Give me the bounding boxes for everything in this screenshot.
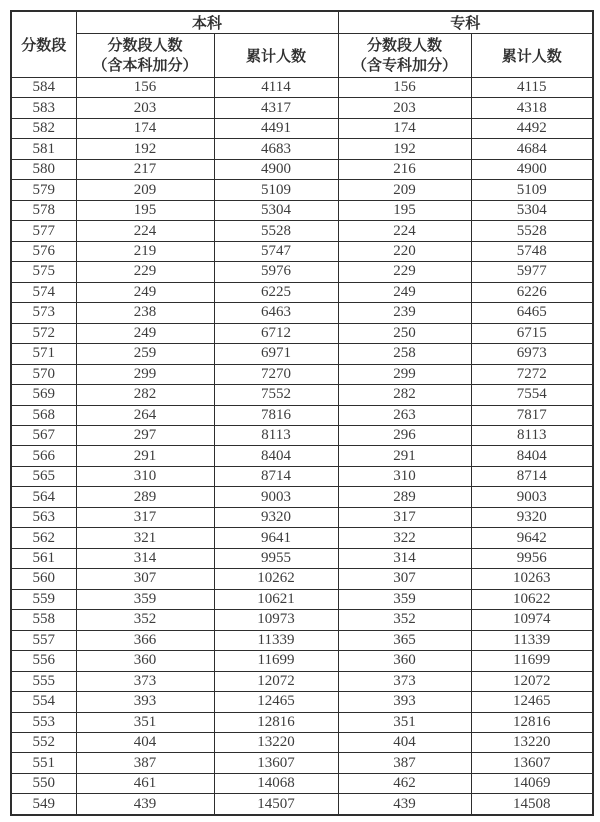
table-row xyxy=(11,671,593,691)
specialist-cumulative-cell: 9642 xyxy=(471,528,593,548)
undergrad-cumulative-cell: 13607 xyxy=(214,753,338,773)
specialist-cumulative-cell: 6715 xyxy=(471,323,593,343)
undergrad-count-cell: 209 xyxy=(76,180,214,200)
undergraduate-count-header xyxy=(76,34,214,78)
undergrad-count-cell: 229 xyxy=(76,262,214,282)
undergrad-count-cell: 310 xyxy=(76,466,214,486)
specialist-cumulative-cell: 4684 xyxy=(471,139,593,159)
specialist-count-cell: 393 xyxy=(338,692,471,712)
specialist-cumulative-cell: 12816 xyxy=(471,712,593,732)
table-row xyxy=(11,507,593,527)
table-row xyxy=(11,712,593,732)
undergrad-cumulative-cell: 8714 xyxy=(214,466,338,486)
score-cell: 556 xyxy=(11,651,76,671)
specialist-cumulative-cell: 6973 xyxy=(471,344,593,364)
undergrad-cumulative-cell: 9955 xyxy=(214,548,338,568)
specialist-count-cell: 258 xyxy=(338,344,471,364)
table-row xyxy=(11,323,593,343)
table-row xyxy=(11,466,593,486)
specialist-count-cell: 359 xyxy=(338,589,471,609)
specialist-cumulative-cell: 10974 xyxy=(471,610,593,630)
undergrad-cumulative-cell: 13220 xyxy=(214,733,338,753)
specialist-count-cell: 203 xyxy=(338,98,471,118)
undergrad-cumulative-cell: 8404 xyxy=(214,446,338,466)
specialist-cumulative-header: 累计人数 xyxy=(471,34,593,78)
specialist-cumulative-cell: 10263 xyxy=(471,569,593,589)
score-column-header: 分数段 xyxy=(11,11,76,78)
score-cell: 554 xyxy=(11,692,76,712)
table-row xyxy=(11,78,593,98)
score-cell: 579 xyxy=(11,180,76,200)
table-row xyxy=(11,487,593,507)
undergrad-cumulative-cell: 12465 xyxy=(214,692,338,712)
score-cell: 551 xyxy=(11,753,76,773)
specialist-count-cell: 174 xyxy=(338,118,471,138)
undergrad-cumulative-cell: 14507 xyxy=(214,794,338,815)
undergrad-cumulative-cell: 12072 xyxy=(214,671,338,691)
score-cell: 566 xyxy=(11,446,76,466)
undergrad-cumulative-cell: 9641 xyxy=(214,528,338,548)
specialist-cumulative-cell: 7554 xyxy=(471,385,593,405)
specialist-cumulative-cell: 11339 xyxy=(471,630,593,650)
table-row xyxy=(11,344,593,364)
specialist-count-cell: 263 xyxy=(338,405,471,425)
undergrad-count-cell: 317 xyxy=(76,507,214,527)
undergrad-count-cell: 461 xyxy=(76,773,214,793)
specialist-count-cell: 317 xyxy=(338,507,471,527)
specialist-cumulative-cell: 9003 xyxy=(471,487,593,507)
score-cell: 580 xyxy=(11,159,76,179)
specialist-count-header-line1: 分数段人数 xyxy=(367,36,443,54)
undergrad-cumulative-cell: 5304 xyxy=(214,200,338,220)
specialist-count-cell: 216 xyxy=(338,159,471,179)
undergraduate-count-header-line2: （含本科加分） xyxy=(92,56,198,74)
undergrad-count-cell: 314 xyxy=(76,548,214,568)
score-cell: 573 xyxy=(11,303,76,323)
table-row xyxy=(11,262,593,282)
undergrad-count-cell: 307 xyxy=(76,569,214,589)
table-row xyxy=(11,200,593,220)
table-row xyxy=(11,528,593,548)
undergrad-count-cell: 439 xyxy=(76,794,214,815)
specialist-cumulative-cell: 4900 xyxy=(471,159,593,179)
specialist-cumulative-cell: 5748 xyxy=(471,241,593,261)
score-cell: 560 xyxy=(11,569,76,589)
specialist-count-cell: 314 xyxy=(338,548,471,568)
undergrad-cumulative-cell: 4683 xyxy=(214,139,338,159)
score-cell: 584 xyxy=(11,78,76,98)
table-row xyxy=(11,733,593,753)
specialist-cumulative-cell: 6465 xyxy=(471,303,593,323)
score-cell: 569 xyxy=(11,385,76,405)
table-row xyxy=(11,425,593,445)
specialist-count-cell: 291 xyxy=(338,446,471,466)
score-cell: 550 xyxy=(11,773,76,793)
specialist-cumulative-cell: 9320 xyxy=(471,507,593,527)
score-cell: 562 xyxy=(11,528,76,548)
specialist-count-cell: 404 xyxy=(338,733,471,753)
score-cell: 576 xyxy=(11,241,76,261)
specialist-count-cell: 373 xyxy=(338,671,471,691)
undergraduate-group-header: 本科 xyxy=(76,11,338,34)
undergrad-cumulative-cell: 4317 xyxy=(214,98,338,118)
specialist-cumulative-cell: 14069 xyxy=(471,773,593,793)
specialist-count-cell: 224 xyxy=(338,221,471,241)
specialist-count-cell: 307 xyxy=(338,569,471,589)
specialist-cumulative-cell: 12465 xyxy=(471,692,593,712)
table-header xyxy=(11,11,593,78)
score-cell: 571 xyxy=(11,344,76,364)
table-row xyxy=(11,139,593,159)
table-row xyxy=(11,548,593,568)
undergrad-count-cell: 264 xyxy=(76,405,214,425)
specialist-count-header-line2: （含专科加分） xyxy=(352,56,458,74)
undergrad-cumulative-cell: 7552 xyxy=(214,385,338,405)
undergrad-cumulative-cell: 4114 xyxy=(214,78,338,98)
score-cell: 582 xyxy=(11,118,76,138)
table-row xyxy=(11,630,593,650)
undergrad-cumulative-cell: 11699 xyxy=(214,651,338,671)
score-cell: 565 xyxy=(11,466,76,486)
specialist-count-cell: 229 xyxy=(338,262,471,282)
table-row xyxy=(11,118,593,138)
score-cell: 555 xyxy=(11,671,76,691)
specialist-count-cell: 250 xyxy=(338,323,471,343)
undergrad-cumulative-cell: 12816 xyxy=(214,712,338,732)
specialist-cumulative-cell: 9956 xyxy=(471,548,593,568)
undergrad-cumulative-cell: 8113 xyxy=(214,425,338,445)
undergrad-count-cell: 192 xyxy=(76,139,214,159)
specialist-cumulative-cell: 5109 xyxy=(471,180,593,200)
specialist-cumulative-cell: 7272 xyxy=(471,364,593,384)
score-cell: 559 xyxy=(11,589,76,609)
specialist-count-cell: 282 xyxy=(338,385,471,405)
table-row xyxy=(11,303,593,323)
specialist-count-cell: 299 xyxy=(338,364,471,384)
score-distribution-table xyxy=(10,10,594,816)
score-cell: 575 xyxy=(11,262,76,282)
undergrad-count-cell: 289 xyxy=(76,487,214,507)
undergrad-cumulative-cell: 5109 xyxy=(214,180,338,200)
specialist-count-cell: 289 xyxy=(338,487,471,507)
specialist-cumulative-cell: 5304 xyxy=(471,200,593,220)
score-cell: 552 xyxy=(11,733,76,753)
specialist-count-cell: 156 xyxy=(338,78,471,98)
undergrad-count-cell: 259 xyxy=(76,344,214,364)
table-row xyxy=(11,241,593,261)
specialist-count-cell: 220 xyxy=(338,241,471,261)
score-cell: 568 xyxy=(11,405,76,425)
undergrad-cumulative-cell: 5976 xyxy=(214,262,338,282)
undergrad-cumulative-cell: 10621 xyxy=(214,589,338,609)
table-row xyxy=(11,651,593,671)
score-cell: 570 xyxy=(11,364,76,384)
undergrad-count-cell: 291 xyxy=(76,446,214,466)
undergrad-count-cell: 203 xyxy=(76,98,214,118)
score-cell: 583 xyxy=(11,98,76,118)
sub-header-row xyxy=(11,34,593,78)
score-table-body xyxy=(11,78,593,816)
undergrad-count-cell: 404 xyxy=(76,733,214,753)
undergrad-cumulative-cell: 4491 xyxy=(214,118,338,138)
score-cell: 549 xyxy=(11,794,76,815)
undergrad-count-cell: 321 xyxy=(76,528,214,548)
specialist-count-cell: 239 xyxy=(338,303,471,323)
undergraduate-count-header-line1: 分数段人数 xyxy=(107,36,183,54)
undergrad-count-cell: 366 xyxy=(76,630,214,650)
undergrad-cumulative-cell: 4900 xyxy=(214,159,338,179)
table-row xyxy=(11,364,593,384)
specialist-cumulative-cell: 4318 xyxy=(471,98,593,118)
undergrad-count-cell: 156 xyxy=(76,78,214,98)
specialist-count-cell: 209 xyxy=(338,180,471,200)
specialist-count-cell: 365 xyxy=(338,630,471,650)
undergrad-cumulative-cell: 10973 xyxy=(214,610,338,630)
score-cell: 581 xyxy=(11,139,76,159)
specialist-cumulative-cell: 10622 xyxy=(471,589,593,609)
table-row xyxy=(11,180,593,200)
undergrad-cumulative-cell: 9003 xyxy=(214,487,338,507)
undergrad-count-cell: 219 xyxy=(76,241,214,261)
undergrad-count-cell: 282 xyxy=(76,385,214,405)
undergrad-count-cell: 174 xyxy=(76,118,214,138)
undergrad-cumulative-cell: 6712 xyxy=(214,323,338,343)
table-row xyxy=(11,159,593,179)
undergrad-count-cell: 359 xyxy=(76,589,214,609)
specialist-count-cell: 192 xyxy=(338,139,471,159)
table-row xyxy=(11,98,593,118)
undergrad-cumulative-cell: 10262 xyxy=(214,569,338,589)
specialist-cumulative-cell: 11699 xyxy=(471,651,593,671)
undergrad-count-cell: 217 xyxy=(76,159,214,179)
undergrad-cumulative-cell: 6463 xyxy=(214,303,338,323)
specialist-cumulative-cell: 4115 xyxy=(471,78,593,98)
specialist-cumulative-cell: 12072 xyxy=(471,671,593,691)
undergrad-cumulative-cell: 9320 xyxy=(214,507,338,527)
undergrad-cumulative-cell: 7816 xyxy=(214,405,338,425)
undergrad-cumulative-cell: 14068 xyxy=(214,773,338,793)
table-row xyxy=(11,589,593,609)
table-row xyxy=(11,569,593,589)
table-row xyxy=(11,405,593,425)
specialist-count-cell: 360 xyxy=(338,651,471,671)
score-cell: 574 xyxy=(11,282,76,302)
specialist-cumulative-cell: 6226 xyxy=(471,282,593,302)
table-row xyxy=(11,610,593,630)
specialist-count-header xyxy=(338,34,471,78)
table-row xyxy=(11,446,593,466)
undergrad-count-cell: 238 xyxy=(76,303,214,323)
specialist-cumulative-cell: 13607 xyxy=(471,753,593,773)
specialist-group-header: 专科 xyxy=(338,11,593,34)
score-cell: 572 xyxy=(11,323,76,343)
score-cell: 561 xyxy=(11,548,76,568)
specialist-cumulative-cell: 5977 xyxy=(471,262,593,282)
group-header-row xyxy=(11,11,593,34)
score-cell: 563 xyxy=(11,507,76,527)
undergrad-count-cell: 352 xyxy=(76,610,214,630)
undergrad-cumulative-cell: 11339 xyxy=(214,630,338,650)
undergrad-count-cell: 360 xyxy=(76,651,214,671)
undergrad-count-cell: 249 xyxy=(76,282,214,302)
undergrad-count-cell: 393 xyxy=(76,692,214,712)
undergrad-cumulative-cell: 5528 xyxy=(214,221,338,241)
undergrad-count-cell: 373 xyxy=(76,671,214,691)
table-row xyxy=(11,773,593,793)
specialist-cumulative-cell: 7817 xyxy=(471,405,593,425)
specialist-count-cell: 387 xyxy=(338,753,471,773)
score-cell: 578 xyxy=(11,200,76,220)
table-row xyxy=(11,385,593,405)
undergrad-cumulative-cell: 5747 xyxy=(214,241,338,261)
undergrad-count-cell: 249 xyxy=(76,323,214,343)
score-cell: 564 xyxy=(11,487,76,507)
specialist-cumulative-cell: 8113 xyxy=(471,425,593,445)
undergrad-count-cell: 195 xyxy=(76,200,214,220)
undergrad-cumulative-cell: 6971 xyxy=(214,344,338,364)
specialist-cumulative-cell: 13220 xyxy=(471,733,593,753)
score-cell: 558 xyxy=(11,610,76,630)
specialist-count-cell: 351 xyxy=(338,712,471,732)
table-row xyxy=(11,221,593,241)
specialist-count-cell: 352 xyxy=(338,610,471,630)
specialist-cumulative-cell: 14508 xyxy=(471,794,593,815)
undergrad-count-cell: 224 xyxy=(76,221,214,241)
undergrad-count-cell: 297 xyxy=(76,425,214,445)
undergraduate-cumulative-header: 累计人数 xyxy=(214,34,338,78)
specialist-count-cell: 195 xyxy=(338,200,471,220)
undergrad-count-cell: 387 xyxy=(76,753,214,773)
undergrad-count-cell: 299 xyxy=(76,364,214,384)
table-row xyxy=(11,282,593,302)
specialist-count-cell: 439 xyxy=(338,794,471,815)
specialist-count-cell: 462 xyxy=(338,773,471,793)
specialist-count-cell: 322 xyxy=(338,528,471,548)
score-cell: 557 xyxy=(11,630,76,650)
specialist-count-cell: 249 xyxy=(338,282,471,302)
specialist-cumulative-cell: 5528 xyxy=(471,221,593,241)
undergrad-cumulative-cell: 6225 xyxy=(214,282,338,302)
specialist-cumulative-cell: 8714 xyxy=(471,466,593,486)
specialist-count-cell: 296 xyxy=(338,425,471,445)
score-cell: 577 xyxy=(11,221,76,241)
specialist-count-cell: 310 xyxy=(338,466,471,486)
undergrad-count-cell: 351 xyxy=(76,712,214,732)
table-row xyxy=(11,692,593,712)
table-row xyxy=(11,753,593,773)
specialist-cumulative-cell: 4492 xyxy=(471,118,593,138)
undergrad-cumulative-cell: 7270 xyxy=(214,364,338,384)
specialist-cumulative-cell: 8404 xyxy=(471,446,593,466)
score-cell: 553 xyxy=(11,712,76,732)
table-row xyxy=(11,794,593,815)
score-cell: 567 xyxy=(11,425,76,445)
